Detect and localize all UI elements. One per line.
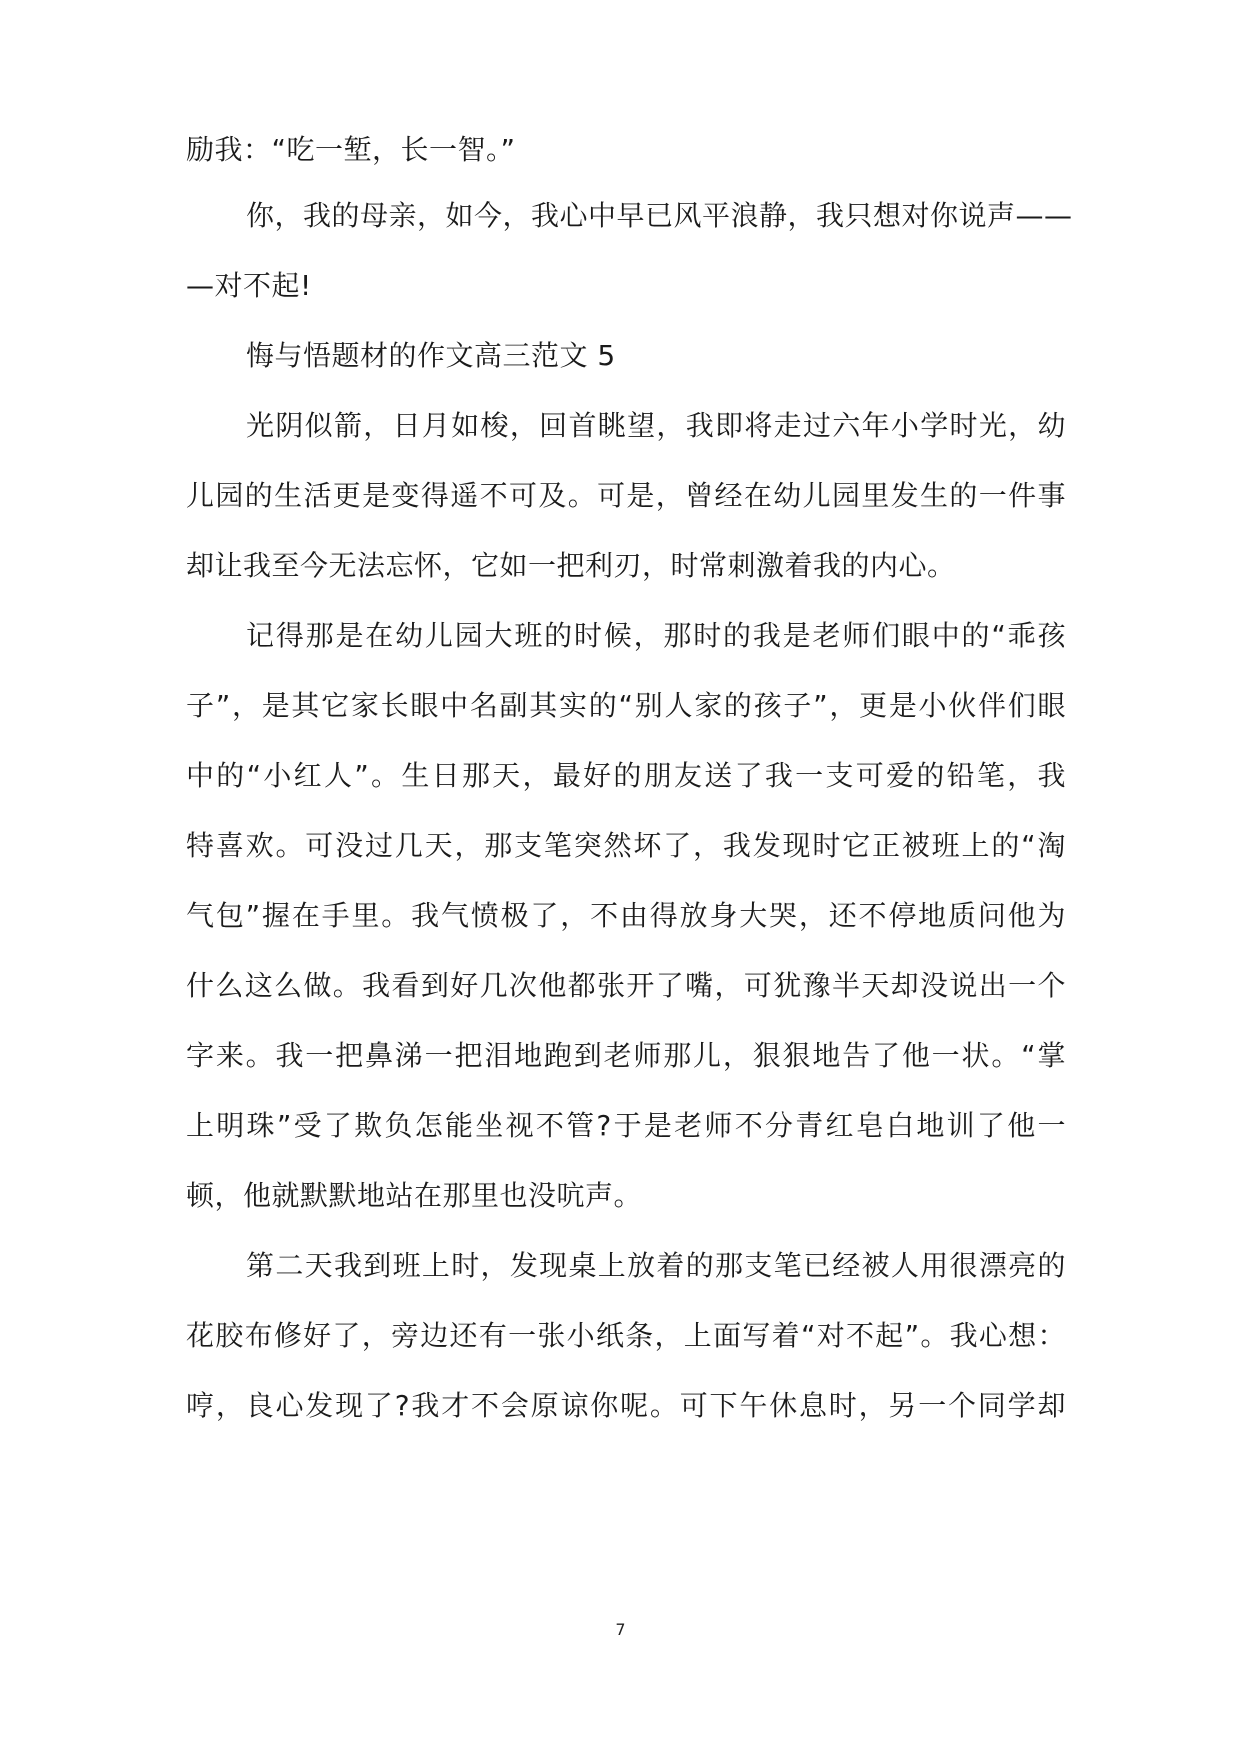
text-line: 顿，他就默默地站在那里也没吭声。 bbox=[186, 1179, 643, 1212]
text-line: 气包”握在手里。我气愤极了，不由得放身大哭，还不停地质问他为 bbox=[186, 899, 1066, 932]
text-line: 励我：“吃一堑，长一智。” bbox=[186, 133, 516, 166]
text-line: 你，我的母亲，如今，我心中早已风平浪静，我只想对你说声—— bbox=[246, 199, 1073, 232]
text-line: 中的“小红人”。生日那天，最好的朋友送了我一支可爱的铅笔，我 bbox=[186, 759, 1066, 792]
text-line: 特喜欢。可没过几天，那支笔突然坏了，我发现时它正被班上的“淘 bbox=[186, 829, 1066, 862]
text-line: 上明珠”受了欺负怎能坐视不管?于是老师不分青红皂白地训了他一 bbox=[186, 1109, 1066, 1142]
text-line: 哼，良心发现了?我才不会原谅你呢。可下午休息时，另一个同学却 bbox=[186, 1389, 1066, 1422]
text-line: 子”，是其它家长眼中名副其实的“别人家的孩子”，更是小伙伴们眼 bbox=[186, 689, 1066, 722]
page-number: 7 bbox=[615, 1620, 626, 1639]
text-line: 却让我至今无法忘怀，它如一把利刃，时常刺激着我的内心。 bbox=[186, 549, 956, 582]
text-line: 第二天我到班上时，发现桌上放着的那支笔已经被人用很漂亮的 bbox=[246, 1249, 1066, 1282]
text-line: 儿园的生活更是变得遥不可及。可是，曾经在幼儿园里发生的一件事 bbox=[186, 479, 1066, 512]
text-line: 什么这么做。我看到好几次他都张开了嘴，可犹豫半天却没说出一个 bbox=[186, 969, 1066, 1002]
text-line: 字来。我一把鼻涕一把泪地跑到老师那儿，狠狠地告了他一状。“掌 bbox=[186, 1039, 1066, 1072]
text-line: 光阴似箭，日月如梭，回首眺望，我即将走过六年小学时光，幼 bbox=[246, 409, 1066, 442]
text-line: 记得那是在幼儿园大班的时候，那时的我是老师们眼中的“乖孩 bbox=[246, 619, 1066, 652]
text-line: 花胶布修好了，旁边还有一张小纸条，上面写着“对不起”。我心想： bbox=[186, 1319, 1066, 1352]
text-line: —对不起! bbox=[186, 269, 312, 302]
section-heading: 悔与悟题材的作文高三范文 5 bbox=[246, 339, 616, 372]
